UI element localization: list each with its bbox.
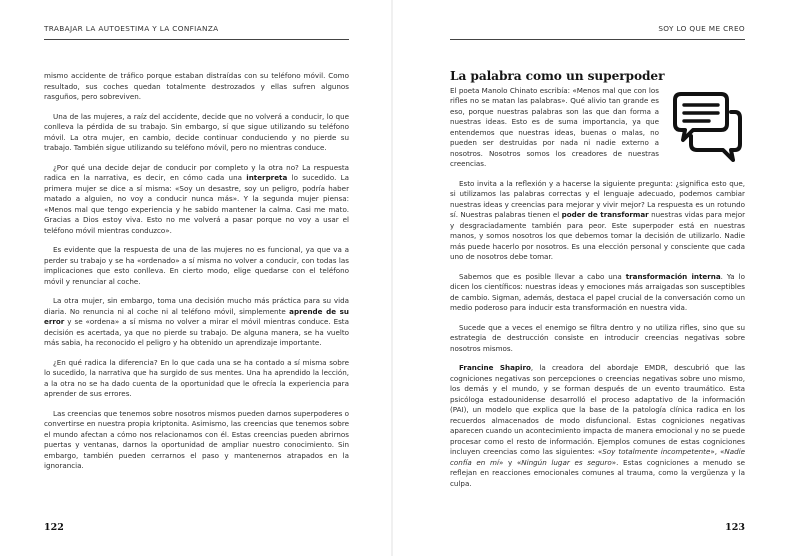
text-run: y se «ordena» a sí misma no volver a mirar el móvil mientras conduce. Esta decisión es acertada, ya que no pierde su trabajo. De alguna manera, se ha vuelto más sabia, ha reconocido el peligro y ha obtenido un aprendizaje importante.	[44, 317, 349, 347]
left-text-column	[44, 71, 349, 481]
section-heading: La palabra como un superpoder	[450, 69, 665, 83]
right-text-column	[450, 71, 745, 498]
bold-term: Francine Shapiro	[459, 363, 531, 372]
italic-example: Nadie confía en mí	[450, 447, 745, 467]
bold-term: aprende de su error	[44, 306, 349, 326]
left-page	[0, 0, 392, 556]
paragraph: Las creencias que tenemos sobre nosotros mismos pueden darnos superpoderes o convertirse en nuestra propia kriptonita. Asimismo, las creencias que tenemos sobre el mundo afectan a cómo nos relacionamos con él. Estas creencias pueden abrirnos puertas y ventanas, darnos la oportunidad de ampliar nuestro conocimiento. Sin embargo, también pueden cerrarnos el paso y mantenernos atrapados en la ignorancia.	[44, 408, 349, 470]
italic-example: Ningún lugar es seguro	[521, 457, 612, 467]
speech-bubbles-icon	[667, 88, 743, 174]
page-number-right: 123	[725, 522, 745, 533]
paragraph: mismo accidente de tráfico porque estaban distraídas con su teléfono móvil. Como resultado, sus coches quedan totalmente destrozados y ellas sufren algunos rasguños, pero sobreviven.	[44, 71, 349, 101]
paragraph: Sucede que a veces el enemigo se filtra dentro y no utiliza rifles, sino que su estrategia de destrucción consiste en introducir creencias negativas sobre nosotros mismos.	[450, 322, 745, 353]
paragraph	[450, 179, 745, 263]
text-run: ». Estas cogniciones a menudo se reflejan en reacciones emocionales comunes al trauma, como la vergüenza y la culpa.	[450, 457, 745, 488]
text-run: Esto invita a la reflexión y a hacerse la siguiente pregunta: ¿significa esto que, si utilizamos las palabras correctas y el lenguaje adecuado, podemos cambiar nuestras ideas y creencias para mejorar y vivir mejor? La respuesta es un rotundo sí. Nuestras palabras tienen el	[450, 178, 745, 219]
running-head-left: TRABAJAR LA AUTOESTIMA Y LA CONFIANZA	[44, 24, 219, 33]
italic-example: Soy totalmente incompetente	[602, 447, 711, 456]
paragraph	[44, 296, 349, 349]
text-run: nuestras vidas para mejor y desgraciadamente también para peor. Este superpoder está en nuestras manos, y somos nosotros los que debemos tomar la decisión de utilizarlo. Nadie más puede hacerlo por nosotros. Es una elección personal y consciente que cada uno de nosotros debe tomar.	[450, 210, 746, 261]
right-page	[393, 0, 785, 556]
text-run: . Ya lo dicen los científicos: nuestras ideas y emociones más arraigadas son susceptibles de cambio. Sigman, además, destaca el papel crucial de la conversación como un medio poderoso para inducir esta transformación en nuestra vida.	[450, 271, 746, 312]
bold-term: poder de transformar	[561, 210, 649, 219]
header-rule-right	[450, 39, 745, 40]
header-rule-left	[44, 39, 349, 40]
paragraph	[450, 272, 745, 314]
text-run: », «	[710, 447, 725, 456]
paragraph	[44, 163, 349, 237]
running-head-right: SOY LO QUE ME CREO	[658, 24, 745, 33]
bold-term: interpreta	[246, 173, 288, 182]
page-number-left: 122	[44, 522, 64, 533]
text-run: lo sucedido. La primera mujer se dice a sí misma: «Soy un desastre, soy un peligro, podría haber matado a alguien, no voy a conducir nunca más». Y la segunda mujer piensa: «Menos mal que tengo experiencia y he sabido mantener la calma. Casi me mato. Gracias a Dios estoy viva. Esto no me volverá a pasar porque no voy a usar el teléfono móvil mientras conduzco».	[44, 173, 349, 235]
text-run: ¿Por qué una decide dejar de conducir por completo y la otra no? La respuesta radica en la narrativa, es decir, en cómo cada una	[44, 162, 349, 182]
paragraph: ¿En qué radica la diferencia? En lo que cada una se ha contado a sí misma sobre lo sucedido, la narrativa que ha surgido de sus mentes. Una ha aprendido la lección, a la otra no se ha dado cuenta de la oportunidad que le ofrecía la experiencia para aprender de sus errores.	[44, 357, 349, 398]
paragraph: Es evidente que la respuesta de una de las mujeres no es funcional, ya que va a perder su trabajo y se ha «ordenado» a sí misma no volver a conducir, con todas las implicaciones que esto conlleva. En cierto modo, elige quedarse con el teléfono móvil y renunciar al coche.	[44, 245, 349, 286]
bold-term: transformación interna	[625, 271, 721, 281]
paragraph	[450, 363, 745, 489]
text-run: La otra mujer, sin embargo, toma una decisión mucho más práctica para su vida diaria. No renuncia ni al coche ni al teléfono móvil, simplemente	[44, 296, 349, 316]
text-run: , la creadora del abordaje EMDR, descubrió que las cogniciones negativas son percepciones o creencias negativas sobre uno mismo, los demás y el mundo, y se forman después de un evento traumático. Esta psicóloga estadounidense desarrolló el proceso adaptativo de la información (PAI), un modelo que explica que la base de la patología clínica radica en los recuerdos almacenados de modo disfuncional. Estas cogniciones negativas aparecen cuando un acontecimiento impacta de manera emocional y no se puede procesar como el resto de información. Ejemplos comunes de estas cogniciones incluyen creencias como las siguientes: «	[450, 363, 746, 456]
text-run: Sabemos que es posible llevar a cabo una	[459, 271, 626, 281]
text-run: » y «	[498, 457, 522, 467]
paragraph: Una de las mujeres, a raíz del accidente, decide que no volverá a conducir, lo que conlleva la pérdida de su trabajo. Sin embargo, sí que sigue utilizando su teléfono móvil. La otra mujer, en cambio, decide continuar conduciendo y no pierde su trabajo. También sigue utilizando su teléfono móvil, pero no mientras conduce.	[44, 111, 349, 152]
paragraph: El poeta Manolo Chinato escribía: «Menos mal que con los rifles no se matan las palabras». Qué alivio tan grande es eso, porque nuestras palabras son las que dan forma a nuestras ideas. Esto es de suma importancia, ya que entendemos que nuestras ideas, buenas o malas, no pueden ser destruidas por nada ni nadie externo a nosotros. Nosotros somos los creadores de nuestras creencias.	[450, 85, 659, 168]
